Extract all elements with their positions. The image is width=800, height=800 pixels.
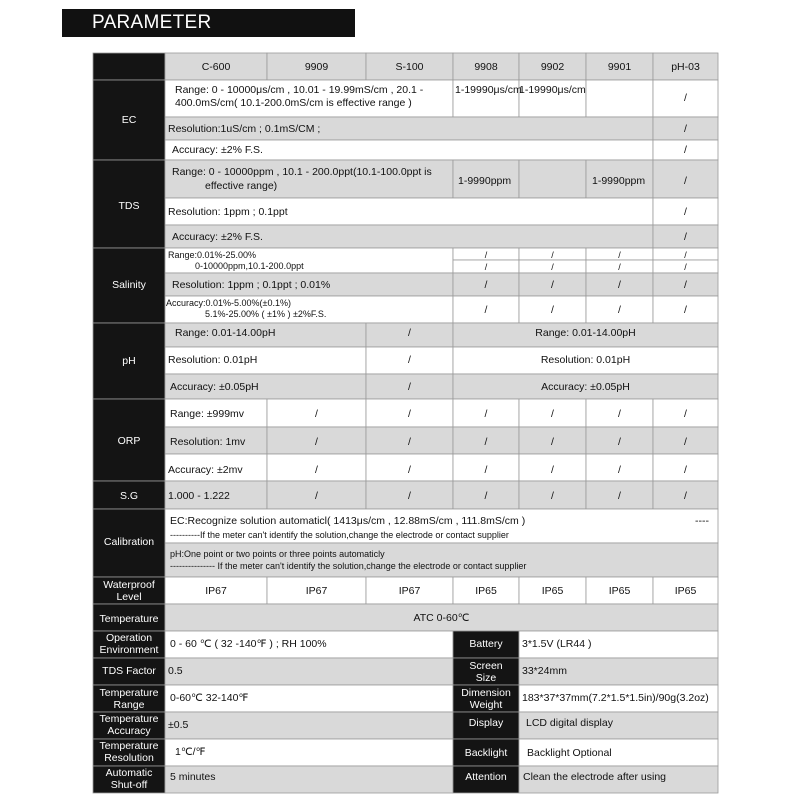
sg-value: 1.000 - 1.222 (168, 490, 230, 502)
not-applicable: / (618, 262, 621, 272)
not-applicable: / (551, 304, 554, 316)
ec-range-9902: 1-19990μs/cm (519, 84, 586, 96)
tds-accuracy: Accuracy: ±2% F.S. (172, 231, 263, 243)
not-applicable: / (408, 354, 411, 366)
not-applicable: / (484, 250, 488, 260)
not-applicable: / (551, 436, 554, 448)
automatic-shutoff-value: 5 minutes (170, 771, 216, 783)
model-header: 9902 (540, 61, 565, 73)
tds-range-9901: 1-9990ppm (592, 175, 646, 187)
ec-accuracy: Accuracy: ±2% F.S. (172, 144, 263, 156)
not-applicable: / (684, 464, 687, 476)
salinity-resolution: Resolution: 1ppm ; 0.1ppt ; 0.01% (172, 279, 331, 291)
not-applicable: / (684, 123, 687, 135)
spec-value-cell (165, 712, 453, 739)
calibration-ec-line1: EC:Recognize solution automaticl( 1413μs/cm , 12.88mS/cm , 111.8mS/cm ) (170, 515, 526, 527)
model-header: 9901 (607, 61, 632, 73)
waterproof-value: IP65 (541, 585, 564, 597)
battery-value: 3*1.5V (LR44 ) (522, 638, 592, 650)
display-label: Display (468, 717, 504, 729)
calibration-ph-line1: pH:One point or two points or three points automaticly (170, 549, 385, 559)
orp-label: ORP (117, 435, 141, 447)
temperature-value: ATC 0-60℃ (413, 612, 470, 624)
attention-label: Attention (465, 771, 507, 783)
not-applicable: / (684, 175, 687, 187)
ph-accuracy: Accuracy: ±0.05pH (170, 381, 259, 393)
not-applicable: / (484, 464, 488, 476)
not-applicable: / (684, 206, 687, 218)
model-header: 9909 (304, 61, 329, 73)
not-applicable: / (408, 408, 411, 420)
not-applicable: / (551, 408, 554, 420)
page-title: PARAMETER (62, 9, 355, 37)
ec-range-line1: Range: 0 - 10000μs/cm , 10.01 - 19.99mS/cm , 20.1 - (175, 84, 424, 96)
not-applicable: / (618, 304, 621, 316)
not-applicable: / (408, 436, 411, 448)
waterproof-value: IP67 (305, 585, 328, 597)
not-applicable: / (684, 144, 687, 156)
model-header: C-600 (201, 61, 231, 73)
not-applicable: / (684, 250, 687, 260)
waterproof-value: IP65 (608, 585, 631, 597)
tds-label: TDS (118, 200, 140, 212)
not-applicable: / (484, 262, 488, 272)
salinity-accuracy-line2: 5.1%-25.00% ( ±1% ) ±2%F.S. (205, 309, 327, 319)
ec-range-line2: 400.0mS/cm( 10.1-200.0mS/cm is effective range ) (175, 97, 412, 109)
ph-label: pH (122, 355, 136, 367)
orp-accuracy: Accuracy: ±2mv (168, 464, 243, 476)
not-applicable: / (551, 490, 554, 502)
salinity-range-line2: 0-10000ppm,10.1-200.0ppt (195, 261, 304, 271)
not-applicable: / (408, 381, 411, 393)
backlight-label: Backlight (464, 747, 508, 759)
automatic-shutoff-label: Automatic Shut-off (105, 767, 153, 791)
ph-accuracy-right: Accuracy: ±0.05pH (541, 381, 630, 393)
not-applicable: / (315, 490, 318, 502)
ph-resolution-right: Resolution: 0.01pH (540, 354, 631, 366)
calibration-ec-dash: ---- (695, 515, 709, 527)
not-applicable: / (551, 262, 554, 272)
not-applicable: / (551, 464, 554, 476)
not-applicable: / (684, 262, 687, 272)
tds-cell (519, 160, 586, 198)
not-applicable: / (618, 250, 621, 260)
not-applicable: / (551, 250, 554, 260)
waterproof-value: IP67 (398, 585, 421, 597)
not-applicable: / (408, 490, 411, 502)
model-header: pH-03 (671, 61, 700, 73)
calibration-ph-line2: --------------- If the meter can't identify the solution,change the electrode or contact supplier (170, 561, 527, 571)
operation-environment-label: Operation Environment (99, 632, 159, 656)
salinity-label: Salinity (112, 279, 146, 291)
not-applicable: / (408, 464, 411, 476)
not-applicable: / (684, 304, 687, 316)
ec-label: EC (121, 114, 137, 126)
waterproof-value: IP65 (475, 585, 497, 597)
ec-cell (586, 80, 653, 117)
tds-range-9908: 1-9990ppm (458, 175, 512, 187)
not-applicable: / (315, 408, 318, 420)
waterproof-label: Waterproof Level (103, 579, 155, 603)
ec-range-9908: 1-19990μs/cm (455, 84, 522, 96)
backlight-value: Backlight Optional (527, 747, 612, 759)
not-applicable: / (618, 436, 621, 448)
battery-label: Battery (469, 638, 503, 650)
spec-value-cell (165, 658, 453, 685)
ph-range-right: Range: 0.01-14.00pH (535, 327, 636, 339)
not-applicable: / (484, 408, 488, 420)
temperature-resolution-label: Temperature Resolution (99, 740, 159, 764)
not-applicable: / (618, 490, 621, 502)
not-applicable: / (315, 436, 318, 448)
temperature-range-value: 0-60℃ 32-140℉ (170, 692, 249, 704)
not-applicable: / (484, 279, 488, 291)
calibration-ec-line2: ----------If the meter can't identify the solution,change the electrode or contact supplier (170, 530, 509, 540)
dimension-weight-label: Dimension Weight (461, 687, 511, 711)
display-value: LCD digital display (526, 717, 613, 729)
spec-value-cell (165, 739, 453, 766)
calibration-label: Calibration (103, 536, 155, 548)
ph-range: Range: 0.01-14.00pH (175, 327, 276, 339)
not-applicable: / (551, 279, 554, 291)
attention-value: Clean the electrode after using (523, 771, 667, 783)
temperature-label: Temperature (99, 613, 159, 625)
tds-range-line1: Range: 0 - 10000ppm , 10.1 - 200.0ppt(10.1-100.0ppt is (172, 166, 432, 178)
model-header: S-100 (395, 61, 424, 73)
table-corner-cell (93, 53, 165, 80)
waterproof-value: IP67 (205, 585, 227, 597)
dimension-weight-value: 183*37*37mm(7.2*1.5*1.5in)/90g(3.2oz) (522, 692, 709, 704)
not-applicable: / (484, 436, 488, 448)
orp-resolution: Resolution: 1mv (170, 436, 246, 448)
ec-resolution: Resolution:1uS/cm ; 0.1mS/CM ; (168, 123, 321, 135)
temperature-accuracy-label: Temperature Accuracy (99, 713, 159, 737)
tds-factor-label: TDS Factor (102, 665, 156, 677)
not-applicable: / (684, 490, 687, 502)
screen-size-value: 33*24mm (522, 665, 567, 677)
not-applicable: / (484, 490, 488, 502)
temperature-accuracy-value: ±0.5 (168, 719, 189, 731)
not-applicable: / (315, 464, 318, 476)
temperature-range-label: Temperature Range (99, 687, 159, 711)
not-applicable: / (618, 279, 621, 291)
temperature-resolution-value: 1℃/℉ (175, 746, 206, 758)
not-applicable: / (684, 231, 687, 243)
not-applicable: / (484, 304, 488, 316)
not-applicable: / (684, 436, 687, 448)
tds-range-line2: effective range) (205, 180, 278, 192)
model-header: 9908 (474, 61, 498, 73)
not-applicable: / (408, 327, 411, 339)
salinity-accuracy-line1: Accuracy:0.01%-5.00%(±0.1%) (166, 298, 291, 308)
operation-environment-value: 0 - 60 ℃ ( 32 -140℉ ) ; RH 100% (170, 638, 327, 650)
not-applicable: / (618, 408, 621, 420)
not-applicable: / (684, 92, 687, 104)
sg-label: S.G (119, 490, 139, 502)
ph-resolution: Resolution: 0.01pH (168, 354, 258, 366)
orp-range: Range: ±999mv (170, 408, 245, 420)
not-applicable: / (684, 279, 687, 291)
salinity-range-line1: Range:0.01%-25.00% (168, 250, 257, 260)
screen-size-label: Screen Size (469, 660, 503, 684)
not-applicable: / (618, 464, 621, 476)
waterproof-value: IP65 (674, 585, 697, 597)
tds-resolution: Resolution: 1ppm ; 0.1ppt (168, 206, 288, 218)
not-applicable: / (684, 408, 687, 420)
tds-factor-value: 0.5 (168, 665, 183, 677)
